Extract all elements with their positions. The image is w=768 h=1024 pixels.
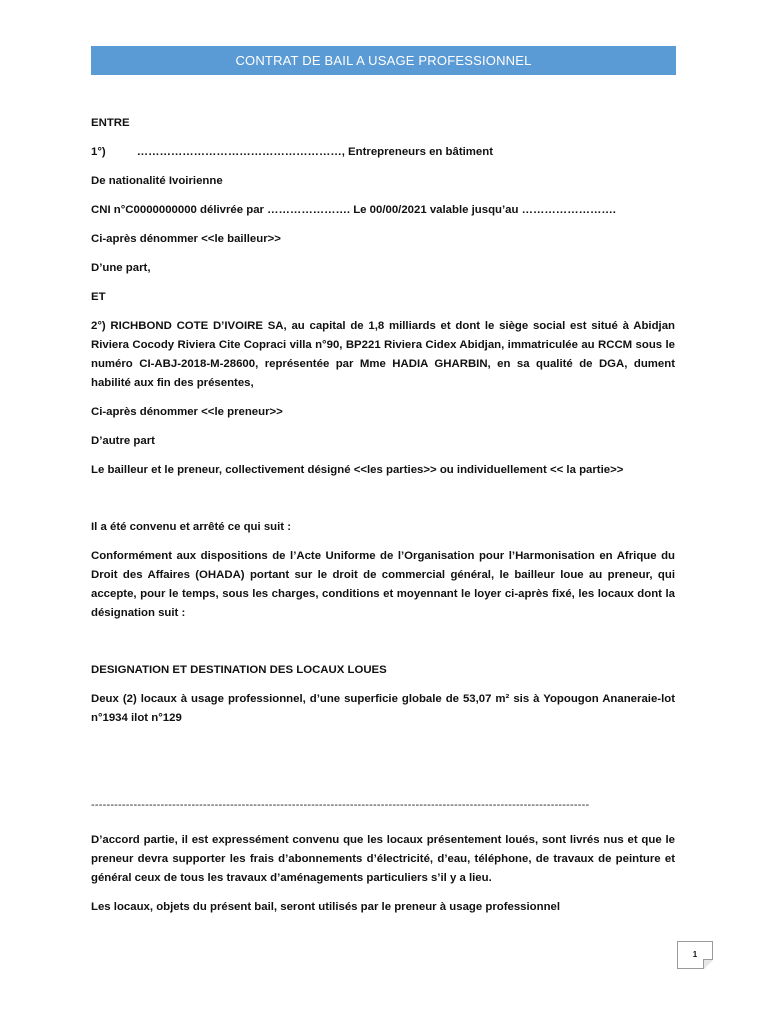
dautre-part-line: D’autre part — [91, 435, 155, 447]
usage-line: Les locaux, objets du présent bail, seront utilisés par le preneur à usage professionnel — [91, 901, 561, 913]
entre-heading: ENTRE — [91, 117, 130, 129]
party1-line — [91, 143, 675, 162]
nationality-line: De nationalité Ivoirienne — [91, 175, 223, 187]
dune-part-line: D’une part, — [91, 262, 151, 274]
designation-heading: DESIGNATION ET DESTINATION DES LOCAUX LOUES — [91, 664, 387, 676]
party2-paragraph: 2°) RICHBOND COTE D’IVOIRE SA, au capital de 1,8 milliards et dont le siège social est situé à Abidjan Riviera Cocody Riviera Cite Copraci villa n°90, BP221 Riviera Cidex Abidjan, immatriculée au RCCM sous le numéro CI-ABJ-2018-M-28600, représentée par Mme HADIA GHARBIN, en sa qualité de DGA, dument habilité aux fin des présentes, — [91, 320, 675, 389]
page-number: 1 — [692, 950, 698, 959]
parties-definition: Le bailleur et le preneur, collectivement désigné <<les parties>> ou individuellement << la partie>> — [91, 464, 624, 476]
cni-line: CNI n°C0000000000 délivrée par …………………. Le 00/00/2021 valable jusqu’au ……………………. — [91, 204, 616, 216]
convenu-line: Il a été convenu et arrêté ce qui suit : — [91, 521, 292, 533]
party1-number: 1°) — [91, 146, 106, 158]
preneur-definition: Ci-après dénommer <<le preneur>> — [91, 406, 283, 418]
et-line: ET — [91, 291, 106, 303]
separator-line: --------------------------------------------------------------------------------------------------------------------------------- — [91, 799, 590, 811]
accord-paragraph: D’accord partie, il est expressément convenu que les locaux présentement loués, sont livrés nus et que le preneur devra supporter les frais d’abonnements d’électricité, d’eau, téléphone, de travaux de peinture et général ceux de tous les travaux d’aménagements particuliers s’il y a lieu. — [91, 834, 675, 884]
party1-name: ………………………………………………, Entrepreneurs en bâtiment — [136, 146, 493, 158]
ohada-paragraph: Conformément aux dispositions de l’Acte Uniforme de l’Organisation pour l’Harmonisation en Afrique du Droit des Affaires (OHADA) portant sur le droit de commercial général, le bailleur loue au preneur, qui accepte, pour le temps, sous les charges, conditions et moyennant le loyer ci-après fixé, les locaux dont la désignation suit : — [91, 550, 675, 619]
designation-paragraph: Deux (2) locaux à usage professionnel, d’une superficie globale de 53,07 m² sis à Yopougon Ananeraie-lot n°1934 ilot n°129 — [91, 693, 675, 724]
page-fold-icon — [703, 959, 713, 969]
document-title-bar — [91, 46, 676, 75]
document-title: CONTRAT DE BAIL A USAGE PROFESSIONNEL — [235, 53, 532, 68]
document-body — [91, 114, 675, 927]
bailleur-definition: Ci-après dénommer <<le bailleur>> — [91, 233, 281, 245]
page-number-badge — [677, 941, 713, 969]
